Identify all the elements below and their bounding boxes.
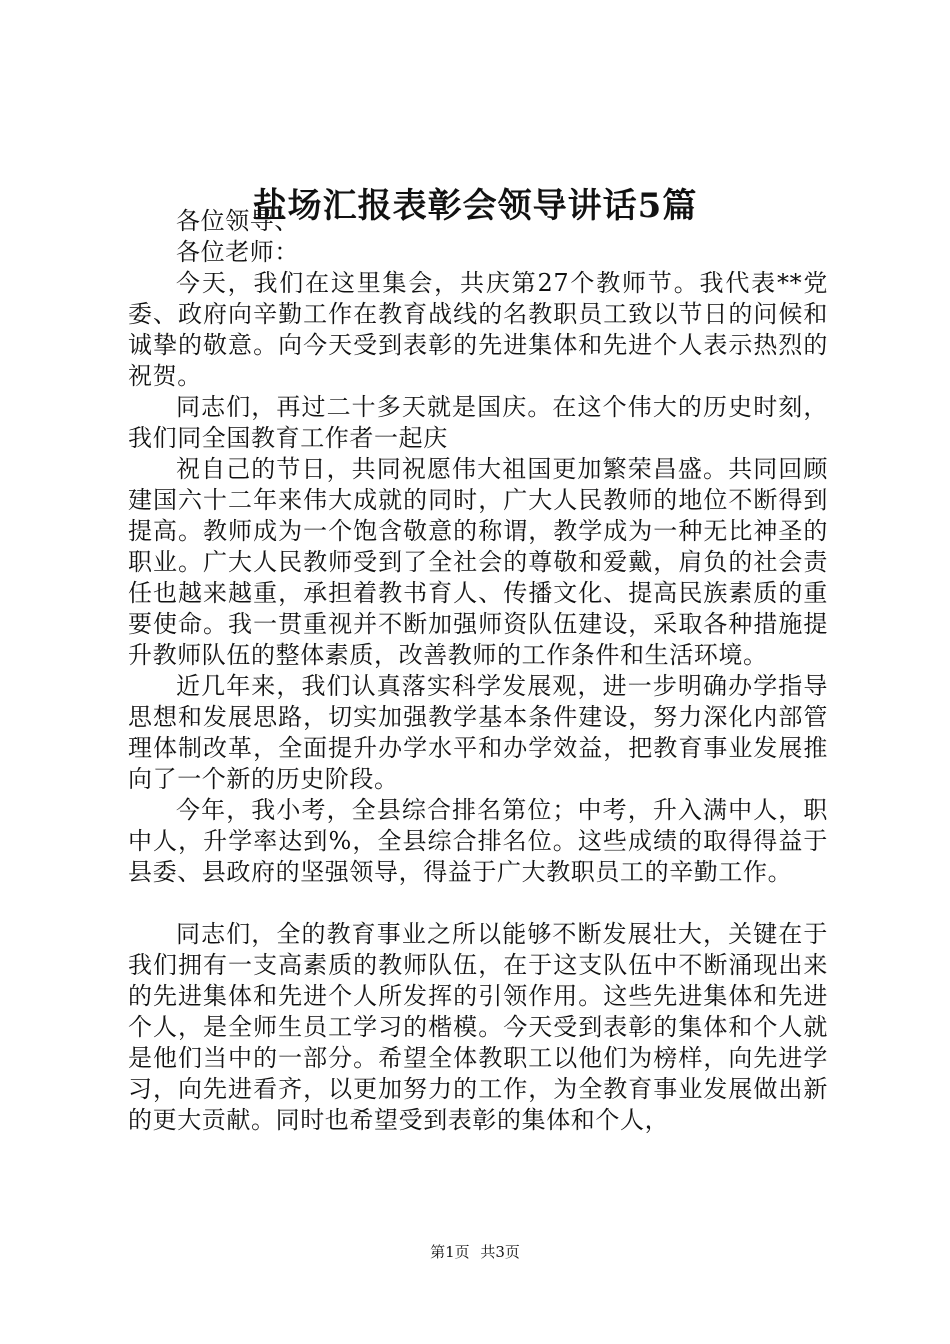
page-footer: [0, 1242, 950, 1262]
document-title: 盐场汇报表彰会领导讲话5篇: [252, 186, 698, 226]
paragraph-results: 今年，我小考，全县综合排名第位；中考，升入满中人，职中人，升学率达到%，全县综合排名位。这些成绩的取得得益于县委、县政府的坚强领导，得益于广大教职员工的辛勤工作。: [128, 796, 828, 886]
paragraph-national-day: 同志们，再过二十多天就是国庆。在这个伟大的历史时刻，我们同全国教育工作者一起庆: [128, 393, 828, 452]
paragraph-role-models: 同志们，全的教育事业之所以能够不断发展壮大，关键在于我们拥有一支高素质的教师队伍，在于这支队伍中不断涌现出来的先进集体和先进个人所发挥的引领作用。这些先进集体和先进个人，是全师生员工学习的楷模。今天受到表彰的集体和个人就是他们当中的一部分。希望全体教职工以他们为榜样，向先进学习，向先进看齐，以更加努力的工作，为全教育事业发展做出新的更大贡献。同时也希望受到表彰的集体和个人，: [128, 920, 828, 1134]
paragraph-recent-years: 近几年来，我们认真落实科学发展观，进一步明确办学指导思想和发展思路，切实加强教学基本条件建设，努力深化内部管理体制改革，全面提升办学水平和办学效益，把教育事业发展推向了一个新的历史阶段。: [128, 672, 828, 793]
page-total: 共3页: [480, 1243, 520, 1261]
page-number: 第1页: [430, 1243, 470, 1261]
salutation-leaders: 各位领导、: [176, 207, 299, 235]
document-body: [128, 206, 828, 1136]
paragraph-opening: 今天，我们在这里集会，共庆第27个教师节。我代表**党委、政府向辛勤工作在教育战线的名教职员工致以节日的问候和诚挚的敬意。向今天受到表彰的先进集体和先进个人表示热烈的祝贺。: [128, 269, 828, 390]
paragraph-celebration: 祝自己的节日，共同祝愿伟大祖国更加繁荣昌盛。共同回顾建国六十二年来伟大成就的同时，广大人民教师的地位不断得到提高。教师成为一个饱含敬意的称谓，教学成为一种无比神圣的职业。广大人民教师受到了全社会的尊敬和爱戴，肩负的社会责任也越来越重，承担着教书育人、传播文化、提高民族素质的重要使命。我一贯重视并不断加强师资队伍建设，采取各种措施提升教师队伍的整体素质，改善教师的工作条件和生活环境。: [128, 455, 828, 669]
salutation-teachers: 各位老师：: [176, 238, 299, 266]
